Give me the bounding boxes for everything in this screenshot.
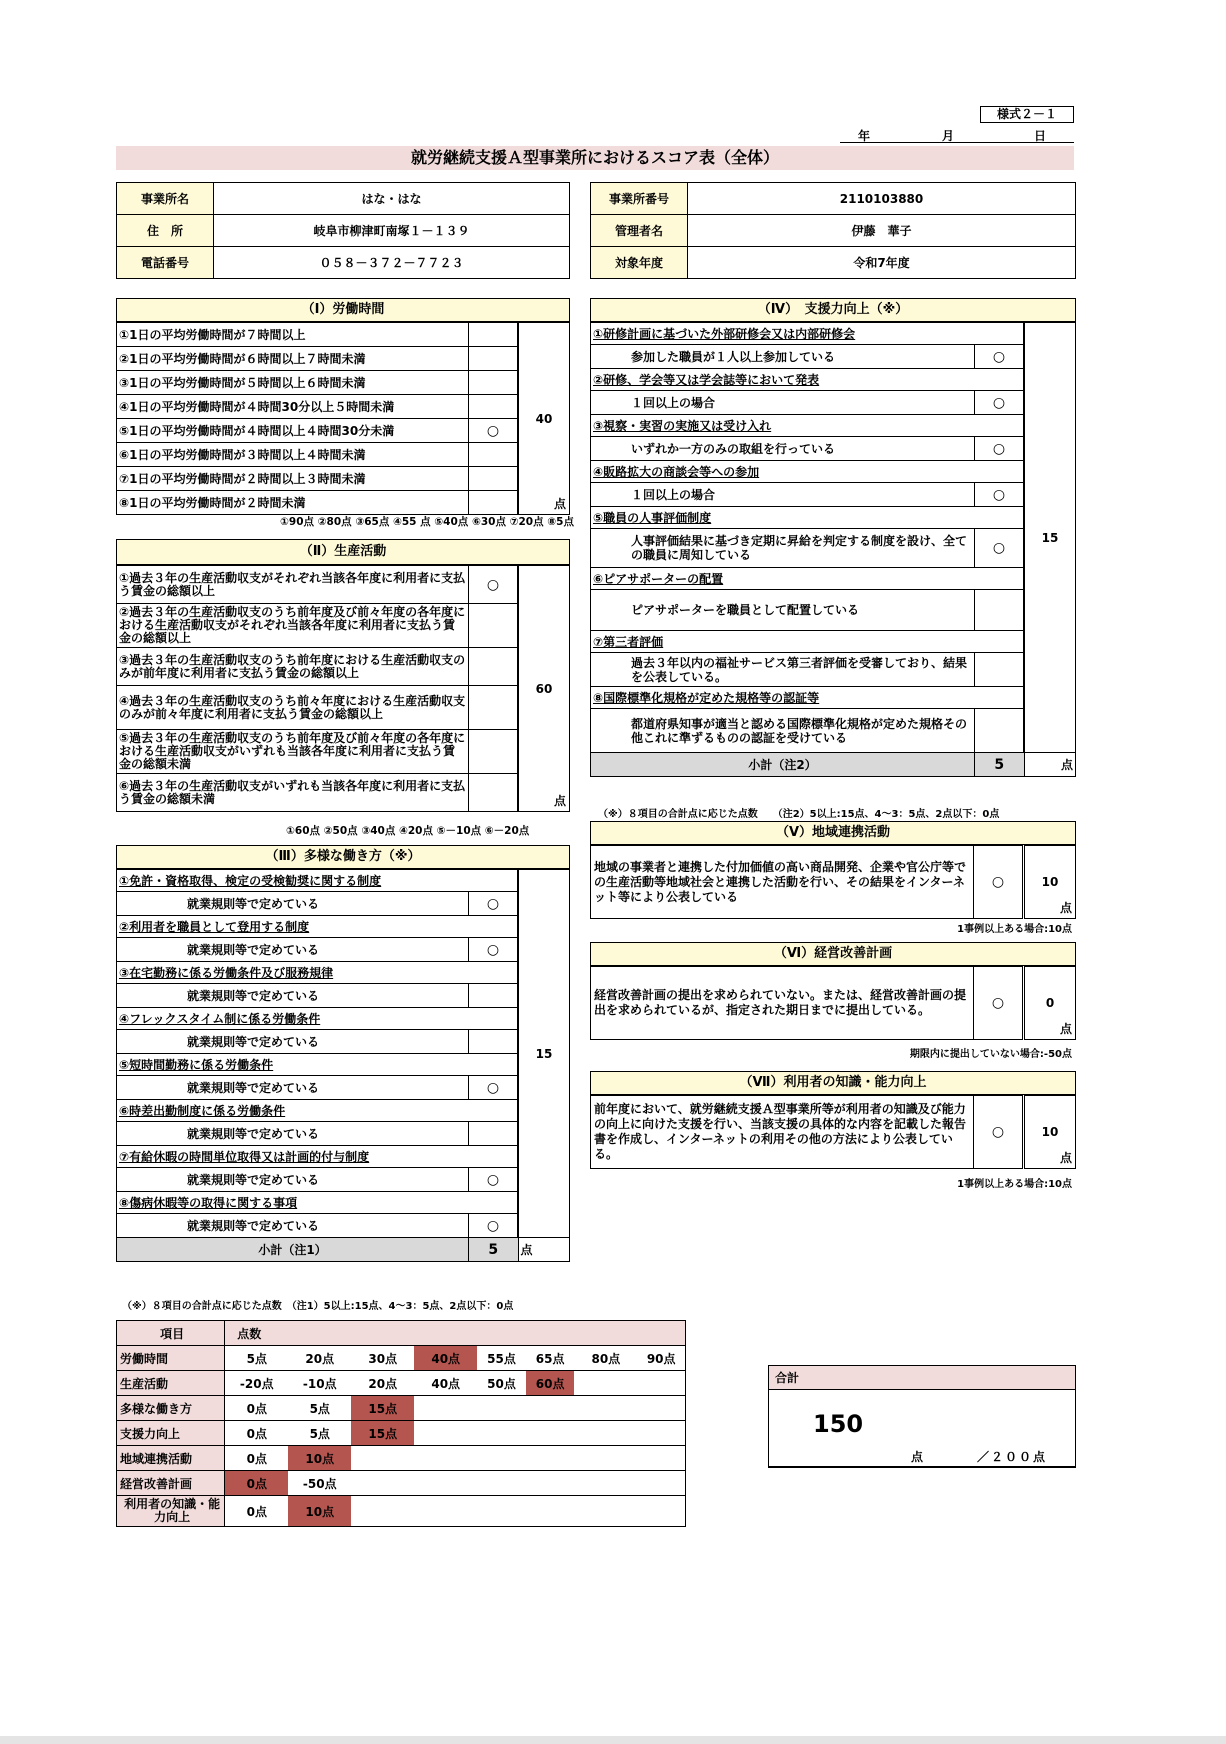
summary-cell <box>477 1446 526 1471</box>
section4-item-heading: ⑦第三者評価 <box>591 631 1025 653</box>
summary-cell <box>526 1471 575 1496</box>
section5-table <box>590 845 1076 919</box>
section1-item: ⑥1日の平均労働時間が３時間以上４時間未満 <box>117 443 469 467</box>
info-label: 電話番号 <box>117 247 214 279</box>
summary-cell <box>574 1396 637 1421</box>
section2-mark: ○ <box>469 566 519 604</box>
section2-mark <box>469 604 519 648</box>
summary-cell: 0点 <box>225 1471 289 1496</box>
section1-item: ⑧1日の平均労働時間が２時間未満 <box>117 491 469 515</box>
info-value: 2110103880 <box>688 183 1076 215</box>
section3-item-mark <box>469 984 519 1008</box>
section2-row <box>117 730 570 774</box>
section1-mark <box>469 371 519 395</box>
section3-subtotal-label: 小計（注1） <box>117 1238 469 1262</box>
section5-unit: 点 <box>1059 901 1072 915</box>
page-bottom-edge <box>0 1736 1226 1744</box>
section3-item-heading: ⑤短時間勤務に係る労働条件 <box>117 1054 519 1076</box>
summary-cell <box>414 1496 477 1527</box>
section6-note: 期限内に提出していない場合:-50点 <box>909 1049 1072 1060</box>
section2-item: ⑥過去３年の生産活動収支がいずれも当該各年度に利用者に支払う賃金の総額未満 <box>117 774 469 812</box>
section1-row <box>117 443 570 467</box>
summary-row <box>117 1496 686 1527</box>
summary-row <box>117 1371 686 1396</box>
section3-item-mark: ○ <box>469 1168 519 1192</box>
info-row <box>591 215 1076 247</box>
total-value: 150 <box>813 1410 864 1438</box>
summary-header-score: 点数 <box>225 1321 686 1346</box>
summary-cell: 5点 <box>288 1421 351 1446</box>
summary-header-item: 項目 <box>117 1321 225 1346</box>
summary-cell <box>574 1421 637 1446</box>
section2-legend: ①60点 ②50点 ③40点 ④20点 ⑤－10点 ⑥－20点 <box>286 825 530 837</box>
summary-table <box>116 1320 686 1527</box>
info-row <box>591 247 1076 279</box>
section1-row <box>117 395 570 419</box>
date-day: 日 <box>1034 129 1047 143</box>
section3-text-row <box>117 892 570 916</box>
section3-score-cell <box>518 870 570 1238</box>
section3-heading-row <box>117 962 570 984</box>
section4-heading-row <box>591 461 1076 483</box>
section4-item-text: いずれか一方のみの取組を行っている <box>591 437 975 461</box>
section3-item-mark: ○ <box>469 1076 519 1100</box>
date-month: 月 <box>942 129 955 143</box>
section3-text-row <box>117 1030 570 1054</box>
section3-heading-row <box>117 1100 570 1122</box>
section4-item-heading: ④販路拡大の商談会等への参加 <box>591 461 1025 483</box>
summary-row <box>117 1471 686 1496</box>
summary-cell <box>637 1496 685 1527</box>
section2-item: ②過去３年の生産活動収支のうち前年度及び前々年度の各年度における生産活動収支がそれぞれ当該各年度に利用者に支払う賃金の総額以上 <box>117 604 469 648</box>
summary-cell: 40点 <box>414 1346 477 1371</box>
summary-cell: 60点 <box>526 1371 575 1396</box>
info-row <box>591 183 1076 215</box>
section3-item-text: 就業規則等で定めている <box>117 938 469 962</box>
date-year: 年 <box>858 129 871 143</box>
section2-score: 60 <box>535 681 553 696</box>
info-value: 伊藤 華子 <box>688 215 1076 247</box>
section3-item-mark: ○ <box>469 938 519 962</box>
section2-row <box>117 566 570 604</box>
info-label: 事業所番号 <box>591 183 688 215</box>
summary-row-label: 地域連携活動 <box>117 1446 225 1471</box>
section2-item: ⑤過去３年の生産活動収支のうち前年度及び前々年度の各年度における生産活動収支がいずれも当該各年度に利用者に支払う賃金の総額未満 <box>117 730 469 774</box>
section3-table <box>116 869 570 1262</box>
section4-text-row <box>591 391 1076 415</box>
section4-subtotal-unit: 点 <box>1024 753 1076 777</box>
summary-cell: 0点 <box>225 1446 289 1471</box>
summary-cell <box>637 1446 685 1471</box>
section7-text: 前年度において、就労継続支援Ａ型事業所等が利用者の知識及び能力の向上に向けた支援を行い、当該支援の具体的な内容を記載した報告書を作成し、インターネットの利用その他の方法により公表している。 <box>591 1096 974 1169</box>
section1-item: ⑦1日の平均労働時間が２時間以上３時間未満 <box>117 467 469 491</box>
info-value: ０５８－３７２－７７２３ <box>214 247 570 279</box>
section4-item-mark: ○ <box>975 391 1025 415</box>
section4-item-heading: ⑤職員の人事評価制度 <box>591 507 1025 529</box>
info-table-left <box>116 182 570 279</box>
section2-mark <box>469 648 519 686</box>
summary-row-label: 経営改善計画 <box>117 1471 225 1496</box>
summary-cell <box>477 1396 526 1421</box>
summary-cell <box>526 1421 575 1446</box>
section2-mark <box>469 774 519 812</box>
section4-item-mark <box>975 709 1025 753</box>
section4-item-text: １回以上の場合 <box>591 483 975 507</box>
section1-mark <box>469 467 519 491</box>
summary-cell: 0点 <box>225 1496 289 1527</box>
section3-heading-row <box>117 916 570 938</box>
section3-item-text: 就業規則等で定めている <box>117 1076 469 1100</box>
section3-text-row <box>117 1168 570 1192</box>
section3-item-heading: ⑥時差出勤制度に係る労働条件 <box>117 1100 519 1122</box>
summary-row-label: 労働時間 <box>117 1346 225 1371</box>
section4-heading-row <box>591 568 1076 590</box>
info-row <box>117 183 570 215</box>
section4-item-heading: ①研修計画に基づいた外部研修会又は内部研修会 <box>591 323 1025 345</box>
section4-heading-row <box>591 415 1076 437</box>
summary-cell: -10点 <box>288 1371 351 1396</box>
section4-score-cell <box>1024 323 1076 753</box>
section1-item: ②1日の平均労働時間が６時間以上７時間未満 <box>117 347 469 371</box>
section4-item-text: 過去３年以内の福祉サービス第三者評価を受審しており、結果を公表している。 <box>591 653 975 687</box>
summary-cell: 10点 <box>288 1446 351 1471</box>
section1-item: ③1日の平均労働時間が５時間以上６時間未満 <box>117 371 469 395</box>
section3-item-text: 就業規則等で定めている <box>117 892 469 916</box>
summary-cell <box>574 1471 637 1496</box>
total-unit: 点 <box>911 1450 924 1464</box>
section4-text-row <box>591 345 1076 369</box>
summary-row <box>117 1346 686 1371</box>
summary-cell <box>477 1471 526 1496</box>
section1-row <box>117 371 570 395</box>
summary-row-label: 利用者の知識・能力向上 <box>117 1496 225 1527</box>
section3-heading-row <box>117 1008 570 1030</box>
summary-cell: 0点 <box>225 1396 289 1421</box>
summary-cell: 15点 <box>351 1396 414 1421</box>
section3-item-text: 就業規則等で定めている <box>117 1214 469 1238</box>
section1-row <box>117 419 570 443</box>
section1-row <box>117 491 570 515</box>
section3-item-mark: ○ <box>469 892 519 916</box>
section4-heading-row <box>591 369 1076 391</box>
section3-item-heading: ④フレックスタイム制に係る労働条件 <box>117 1008 519 1030</box>
summary-cell: 30点 <box>351 1346 414 1371</box>
section1-score: 40 <box>535 411 553 426</box>
section3-heading-row <box>117 1054 570 1076</box>
summary-cell <box>414 1446 477 1471</box>
section2-item: ③過去３年の生産活動収支のうち前年度における生産活動収支のみが前年度に利用者に支払う賃金の総額以上 <box>117 648 469 686</box>
section3-item-text: 就業規則等で定めている <box>117 1030 469 1054</box>
section6-title: （Ⅵ）経営改善計画 <box>590 942 1076 966</box>
section4-text-row <box>591 590 1076 631</box>
section3-item-text: 就業規則等で定めている <box>117 1122 469 1146</box>
info-value: 令和7年度 <box>688 247 1076 279</box>
section1-row <box>117 323 570 347</box>
section1-unit: 点 <box>553 497 566 511</box>
section7-note: 1事例以上ある場合:10点 <box>957 1179 1072 1190</box>
page-title: 就労継続支援Ａ型事業所におけるスコア表（全体） <box>116 146 1074 170</box>
section1-item: ④1日の平均労働時間が４時間30分以上５時間未満 <box>117 395 469 419</box>
section6-score-cell <box>1024 967 1076 1040</box>
section4-title: （Ⅳ） 支援力向上（※） <box>590 298 1076 322</box>
section1-score-cell <box>518 323 570 515</box>
info-row <box>117 247 570 279</box>
section3-note: （※）８項目の合計点に応じた点数 （注1）5以上:15点、4～3：5点、2点以下：0点 <box>122 1301 514 1312</box>
section1-mark <box>469 491 519 515</box>
section2-row <box>117 774 570 812</box>
section7-table <box>590 1095 1076 1169</box>
summary-cell <box>351 1446 414 1471</box>
info-label: 住 所 <box>117 215 214 247</box>
date-row <box>840 126 1074 143</box>
section4-text-row <box>591 709 1076 753</box>
section3-heading-row <box>117 870 570 892</box>
section3-text-row <box>117 938 570 962</box>
section3-item-heading: ③在宅勤務に係る労働条件及び服務規律 <box>117 962 519 984</box>
section6-table <box>590 966 1076 1040</box>
summary-row <box>117 1396 686 1421</box>
section3-item-mark <box>469 1030 519 1054</box>
section3-text-row <box>117 1076 570 1100</box>
section1-mark <box>469 443 519 467</box>
section1-row <box>117 347 570 371</box>
section5-title: （Ⅴ）地域連携活動 <box>590 821 1076 845</box>
section3-score: 15 <box>535 1046 553 1061</box>
section3-text-row <box>117 984 570 1008</box>
section1-title: （Ⅰ）労働時間 <box>116 298 570 322</box>
section2-score-cell <box>518 566 570 812</box>
section3-item-mark: ○ <box>469 1214 519 1238</box>
section4-subtotal-label: 小計（注2） <box>591 753 975 777</box>
summary-row <box>117 1421 686 1446</box>
summary-cell: 5点 <box>225 1346 289 1371</box>
summary-cell: 0点 <box>225 1421 289 1446</box>
summary-cell <box>637 1371 685 1396</box>
section5-score-cell <box>1024 846 1076 919</box>
section4-score: 15 <box>1041 530 1059 545</box>
summary-row-label: 生産活動 <box>117 1371 225 1396</box>
info-label: 管理者名 <box>591 215 688 247</box>
section7-title: （Ⅶ）利用者の知識・能力向上 <box>590 1071 1076 1095</box>
section3-item-heading: ⑦有給休暇の時間単位取得又は計画的付与制度 <box>117 1146 519 1168</box>
section3-heading-row <box>117 1192 570 1214</box>
section4-text-row <box>591 529 1076 568</box>
section4-item-heading: ⑧国際標準化規格が定めた規格等の認証等 <box>591 687 1025 709</box>
section3-title: （Ⅲ）多様な働き方（※） <box>116 845 570 869</box>
summary-cell: 20点 <box>288 1346 351 1371</box>
section4-heading-row <box>591 631 1076 653</box>
section4-text-row <box>591 437 1076 461</box>
section4-heading-row <box>591 507 1076 529</box>
section7-unit: 点 <box>1059 1151 1072 1165</box>
section6-unit: 点 <box>1059 1022 1072 1036</box>
summary-row <box>117 1446 686 1471</box>
section3-text-row <box>117 1214 570 1238</box>
section3-item-heading: ②利用者を職員として登用する制度 <box>117 916 519 938</box>
summary-cell <box>637 1396 685 1421</box>
summary-cell: 10点 <box>288 1496 351 1527</box>
section6-text: 経営改善計画の提出を求められていない。または、経営改善計画の提出を求められているが、指定された期日までに提出している。 <box>591 967 974 1040</box>
section3-item-text: 就業規則等で定めている <box>117 984 469 1008</box>
section6-score: 0 <box>1045 996 1055 1010</box>
summary-cell <box>526 1496 575 1527</box>
summary-cell: 5点 <box>288 1396 351 1421</box>
section2-unit: 点 <box>553 794 566 808</box>
section2-item: ④過去３年の生産活動収支のうち前々年度における生産活動収支のみが前々年度に利用者に支払う賃金の総額以上 <box>117 686 469 730</box>
summary-cell: 15点 <box>351 1421 414 1446</box>
section4-text-row <box>591 483 1076 507</box>
summary-cell <box>526 1446 575 1471</box>
section2-title: （Ⅱ）生産活動 <box>116 539 570 565</box>
section1-mark <box>469 323 519 347</box>
summary-cell <box>574 1371 637 1396</box>
summary-cell: 55点 <box>477 1346 526 1371</box>
summary-cell <box>637 1421 685 1446</box>
section4-item-mark: ○ <box>975 529 1025 568</box>
section4-item-mark: ○ <box>975 483 1025 507</box>
section7-score: 10 <box>1041 1125 1059 1139</box>
summary-cell: -20点 <box>225 1371 289 1396</box>
summary-cell: -50点 <box>288 1471 351 1496</box>
total-box <box>768 1365 1076 1468</box>
section2-row <box>117 648 570 686</box>
section2-row <box>117 604 570 648</box>
summary-cell: 65点 <box>526 1346 575 1371</box>
section4-item-text: 都道府県知事が適当と認める国際標準化規格が定めた規格その他これに準ずるものの認証を受けている <box>591 709 975 753</box>
summary-row-label: 支援力向上 <box>117 1421 225 1446</box>
section5-note: 1事例以上ある場合:10点 <box>957 924 1072 935</box>
summary-row-label: 多様な働き方 <box>117 1396 225 1421</box>
section7-mark: ○ <box>974 1096 1024 1169</box>
section4-subtotal-value: 5 <box>975 753 1025 777</box>
section1-legend: ①90点 ②80点 ③65点 ④55 点 ⑤40点 ⑥30点 ⑦20点 ⑧5点 <box>280 516 574 528</box>
section4-note: （※）８項目の合計点に応じた点数 （注2）5以上:15点、4～3：5点、2点以下：0点 <box>598 809 1000 820</box>
section4-item-heading: ②研修、学会等又は学会誌等において発表 <box>591 369 1025 391</box>
section3-item-heading: ⑧傷病休暇等の取得に関する事項 <box>117 1192 519 1214</box>
section1-mark <box>469 347 519 371</box>
section1-table <box>116 322 570 515</box>
summary-cell <box>526 1396 575 1421</box>
info-row <box>117 215 570 247</box>
form-number: 様式２－１ <box>980 106 1074 123</box>
summary-cell: 80点 <box>574 1346 637 1371</box>
section4-item-heading: ③視察・実習の実施又は受け入れ <box>591 415 1025 437</box>
section3-item-text: 就業規則等で定めている <box>117 1168 469 1192</box>
info-label: 対象年度 <box>591 247 688 279</box>
section4-item-mark: ○ <box>975 345 1025 369</box>
info-table-right <box>590 182 1076 279</box>
summary-cell <box>637 1471 685 1496</box>
section3-text-row <box>117 1122 570 1146</box>
total-max: ／２００点 <box>977 1450 1048 1464</box>
section3-item-mark <box>469 1122 519 1146</box>
info-label: 事業所名 <box>117 183 214 215</box>
summary-cell: 20点 <box>351 1371 414 1396</box>
section3-subtotal-unit: 点 <box>518 1238 570 1262</box>
section4-item-text: 人事評価結果に基づき定期に昇給を判定する制度を設け、全ての職員に周知している <box>591 529 975 568</box>
summary-cell <box>477 1496 526 1527</box>
summary-cell <box>574 1496 637 1527</box>
section4-heading-row <box>591 323 1076 345</box>
section4-item-text: ピアサポーターを職員として配置している <box>591 590 975 631</box>
section2-row <box>117 686 570 730</box>
section2-item: ①過去３年の生産活動収支がそれぞれ当該各年度に利用者に支払う賃金の総額以上 <box>117 566 469 604</box>
section2-table <box>116 565 570 812</box>
section4-item-text: 参加した職員が１人以上参加している <box>591 345 975 369</box>
section4-text-row <box>591 653 1076 687</box>
section3-item-heading: ①免許・資格取得、検定の受検勧奨に関する制度 <box>117 870 519 892</box>
section1-item: ①1日の平均労働時間が７時間以上 <box>117 323 469 347</box>
info-value: 岐阜市柳津町南塚１－１３９ <box>214 215 570 247</box>
section3-heading-row <box>117 1146 570 1168</box>
section5-text: 地域の事業者と連携した付加価値の高い商品開発、企業や官公庁等での生産活動等地域社会と連携した活動を行い、その結果をインターネット等により公表している <box>591 846 974 919</box>
total-label: 合計 <box>769 1366 1075 1390</box>
section5-score: 10 <box>1041 875 1059 889</box>
section4-item-heading: ⑥ピアサポーターの配置 <box>591 568 1025 590</box>
section1-item: ⑤1日の平均労働時間が４時間以上４時間30分未満 <box>117 419 469 443</box>
summary-cell <box>414 1471 477 1496</box>
section4-item-mark <box>975 653 1025 687</box>
summary-cell: 40点 <box>414 1371 477 1396</box>
summary-cell: 90点 <box>637 1346 685 1371</box>
summary-header-row <box>117 1321 686 1346</box>
section4-item-mark <box>975 590 1025 631</box>
section4-table <box>590 322 1076 777</box>
section4-item-text: １回以上の場合 <box>591 391 975 415</box>
summary-cell <box>351 1471 414 1496</box>
section3-subtotal-row <box>117 1238 570 1262</box>
summary-cell <box>414 1421 477 1446</box>
summary-cell: 50点 <box>477 1371 526 1396</box>
section7-score-cell <box>1024 1096 1076 1169</box>
section4-subtotal-row <box>591 753 1076 777</box>
summary-cell <box>477 1421 526 1446</box>
section1-mark <box>469 395 519 419</box>
section2-mark <box>469 686 519 730</box>
info-value: はな・はな <box>214 183 570 215</box>
summary-cell <box>351 1496 414 1527</box>
section1-mark: ○ <box>469 419 519 443</box>
summary-cell <box>414 1396 477 1421</box>
section2-mark <box>469 730 519 774</box>
section6-mark: ○ <box>974 967 1024 1040</box>
section3-subtotal-value: 5 <box>469 1238 519 1262</box>
section5-mark: ○ <box>974 846 1024 919</box>
section4-heading-row <box>591 687 1076 709</box>
section4-item-mark: ○ <box>975 437 1025 461</box>
section1-row <box>117 467 570 491</box>
summary-cell <box>574 1446 637 1471</box>
